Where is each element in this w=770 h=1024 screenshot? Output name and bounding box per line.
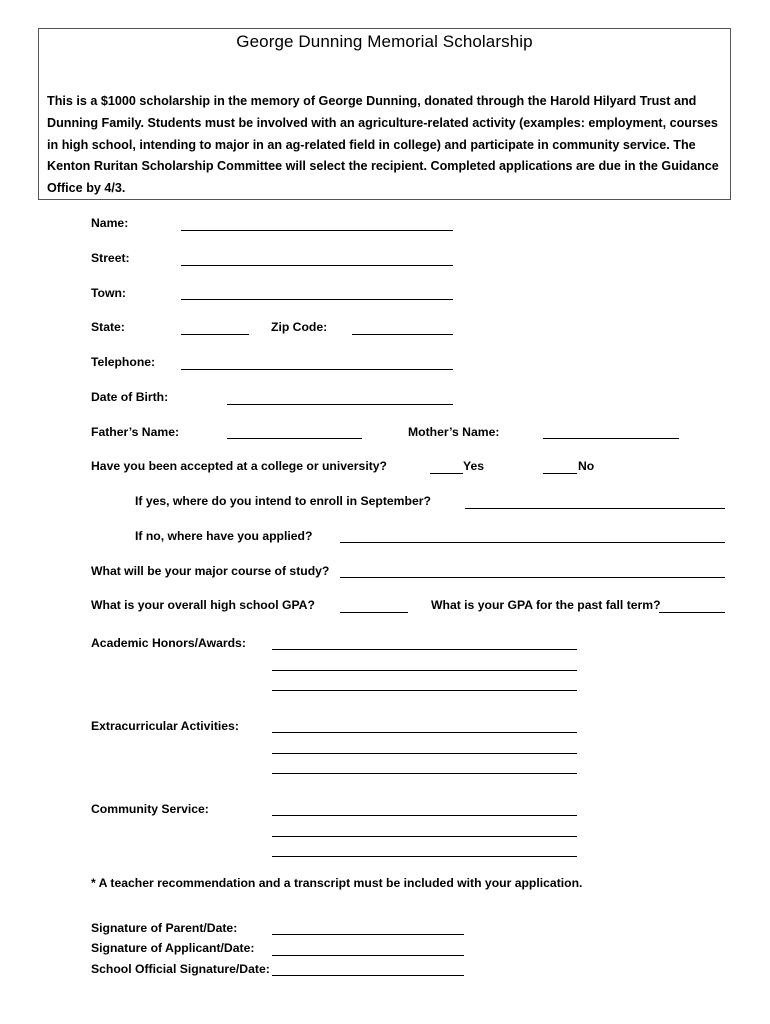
street-field[interactable] (181, 265, 453, 266)
official-signature-label: School Official Signature/Date: (91, 962, 270, 976)
dob-label: Date of Birth: (91, 390, 169, 404)
honors-line-3[interactable] (272, 690, 577, 691)
town-field[interactable] (181, 299, 453, 300)
telephone-label: Telephone: (91, 355, 156, 369)
accepted-label: Have you been accepted at a college or university? (91, 459, 387, 473)
gpa-field[interactable] (340, 612, 408, 613)
dob-field[interactable] (227, 404, 453, 405)
father-field[interactable] (227, 438, 362, 439)
community-line-2[interactable] (272, 836, 577, 837)
extracurricular-line-3[interactable] (272, 773, 577, 774)
enroll-label: If yes, where do you intend to enroll in September? (135, 494, 431, 508)
major-field[interactable] (340, 577, 725, 578)
parent-signature-field[interactable] (272, 934, 464, 935)
gpa-fall-field[interactable] (659, 612, 725, 613)
honors-label: Academic Honors/Awards: (91, 636, 246, 650)
town-label: Town: (91, 286, 126, 300)
gpa-fall-label: What is your GPA for the past fall term? (431, 598, 661, 612)
name-label: Name: (91, 216, 129, 230)
intro-paragraph: This is a $1000 scholarship in the memory of George Dunning, donated through the Harold Hilyard Trust and Dunning Family. Students must be involved with an agriculture-related activity (examples: employment, courses in high school, intending to major in an ag-related field in college) and participate in community service. The Kenton Ruritan Scholarship Committee will select the recipient. Completed applications are due in the Guidance Office by 4/3. (47, 94, 719, 196)
applicant-signature-field[interactable] (272, 955, 464, 956)
extracurricular-line-1[interactable] (272, 732, 577, 733)
no-label: No (578, 459, 595, 473)
name-field[interactable] (181, 230, 453, 231)
father-label: Father’s Name: (91, 425, 180, 439)
state-label: State: (91, 320, 125, 334)
community-label: Community Service: (91, 802, 209, 816)
honors-line-1[interactable] (272, 649, 577, 650)
form-title: George Dunning Memorial Scholarship (236, 32, 533, 51)
extracurricular-line-2[interactable] (272, 753, 577, 754)
gpa-label: What is your overall high school GPA? (91, 598, 315, 612)
applied-field[interactable] (340, 542, 725, 543)
major-label: What will be your major course of study? (91, 564, 330, 578)
extracurricular-label: Extracurricular Activities: (91, 719, 239, 733)
applicant-signature-label: Signature of Applicant/Date: (91, 941, 255, 955)
mother-field[interactable] (543, 438, 679, 439)
telephone-field[interactable] (181, 369, 453, 370)
honors-line-2[interactable] (272, 670, 577, 671)
yes-field[interactable] (430, 473, 463, 474)
recommendation-note: * A teacher recommendation and a transcript must be included with your application. (91, 876, 583, 890)
yes-label: Yes (463, 459, 485, 473)
parent-signature-label: Signature of Parent/Date: (91, 921, 238, 935)
zip-label: Zip Code: (271, 320, 328, 334)
zip-field[interactable] (352, 334, 453, 335)
enroll-field[interactable] (465, 508, 725, 509)
state-field[interactable] (181, 334, 249, 335)
street-label: Street: (91, 251, 130, 265)
no-field[interactable] (543, 473, 577, 474)
applied-label: If no, where have you applied? (135, 529, 313, 543)
official-signature-field[interactable] (272, 975, 464, 976)
mother-label: Mother’s Name: (408, 425, 500, 439)
community-line-1[interactable] (272, 815, 577, 816)
community-line-3[interactable] (272, 856, 577, 857)
